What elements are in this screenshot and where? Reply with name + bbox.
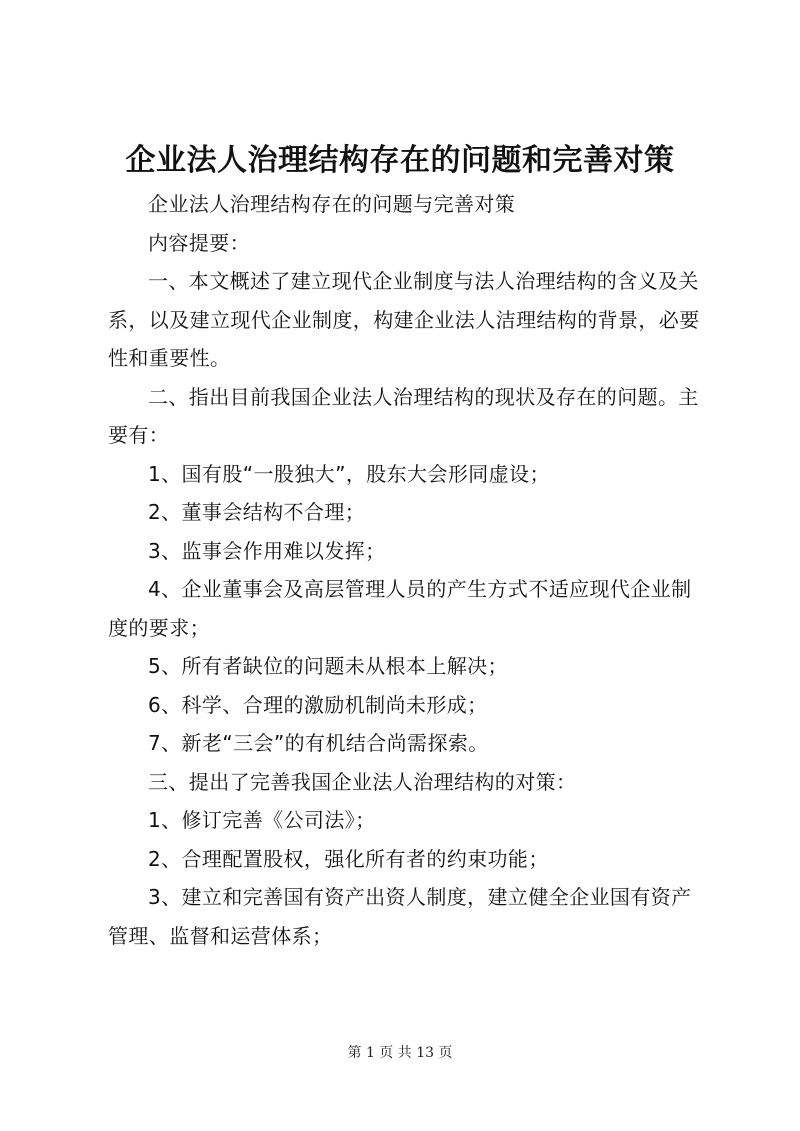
paragraph-section-two: 二、指出目前我国企业法人治理结构的现状及存在的问题。主要有： xyxy=(108,384,699,447)
paragraph-subtitle: 企业法人治理结构存在的问题与完善对策 xyxy=(148,192,516,216)
list-item: 6、科学、合理的激励机制尚未形成； xyxy=(148,692,488,717)
page-number-footer: 第 1 页 共 13 页 xyxy=(347,1045,453,1061)
list-item: 7、新老“三会”的有机结合尚需探索。 xyxy=(148,731,489,755)
list-item: 1、国有股“一股独大”，股东大会形同虚设； xyxy=(148,461,550,486)
list-item: 3、监事会作用难以发挥； xyxy=(148,538,386,563)
list-item: 2、董事会结构不合理； xyxy=(148,500,366,524)
paragraph-section-three: 三、提出了完善我国企业法人治理结构的对策： xyxy=(148,769,577,794)
document-body xyxy=(108,185,708,955)
list-item: 1、修订完善《公司法》； xyxy=(148,808,376,832)
list-item: 4、企业董事会及高层管理人员的产生方式不适应现代企业制度的要求； xyxy=(108,577,692,640)
list-item: 3、建立和完善国有资产出资人制度，建立健全企业国有资产管理、监督和运营体系； xyxy=(108,885,692,948)
list-item: 2、合理配置股权，强化所有者的约束功能； xyxy=(148,846,549,871)
paragraph-section-one: 一、本文概述了建立现代企业制度与法人治理结构的含义及关系，以及建立现代企业制度，构建企业法人洁理结构的背景，必要性和重要性。 xyxy=(108,269,700,370)
document-title: 企业法人治理结构存在的问题和完善对策 xyxy=(125,143,675,178)
paragraph-summary-heading: 内容提要： xyxy=(148,230,250,255)
list-item: 5、所有者缺位的问题未从根本上解决； xyxy=(148,654,508,678)
